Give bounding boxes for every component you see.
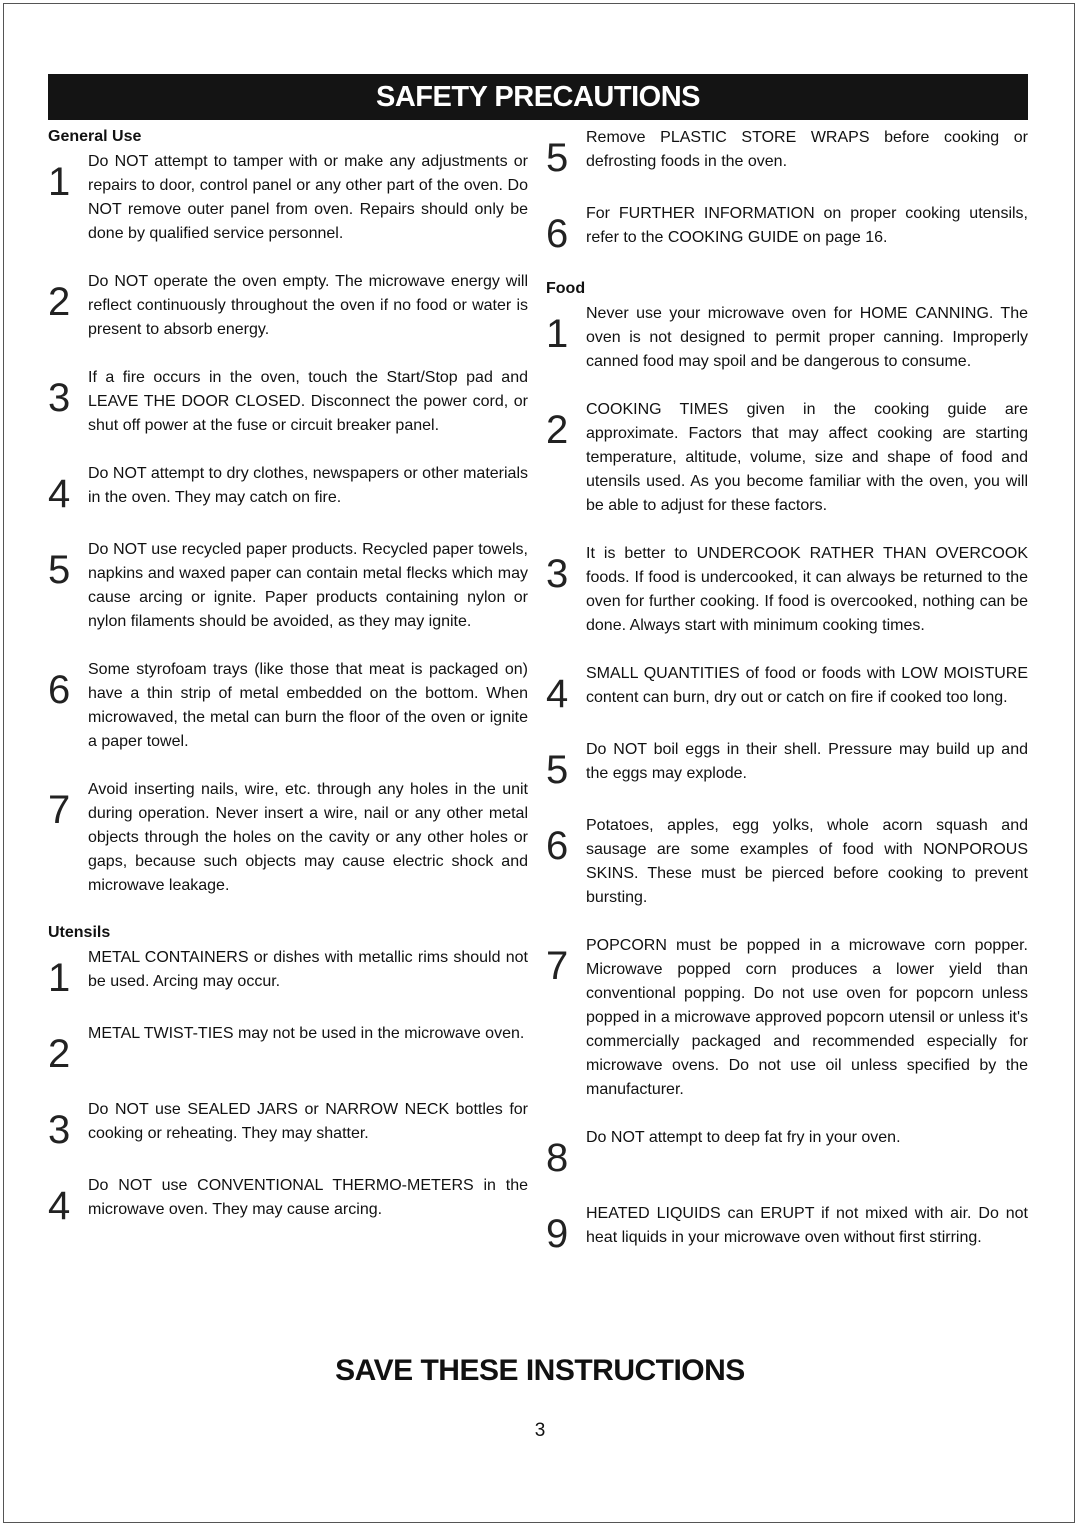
item-number: 9 [546,1212,569,1256]
utensils-item-6 [546,202,1028,254]
utensils-item-2 [48,1022,528,1074]
item-text: Some styrofoam trays (like those that meat is packaged on) have a thin strip of metal embedded on the bottom. When microwaved, the metal can burn the floor of the oven or ignite a paper towel. [88,661,528,750]
general-use-item-4 [48,462,528,514]
item-number: 4 [48,1184,71,1228]
general-use-item-1 [48,150,528,246]
item-text: Do NOT use CONVENTIONAL THERMO-METERS in the microwave oven. They may cause arcing. [88,1177,528,1218]
item-text: For FURTHER INFORMATION on proper cooking utensils, refer to the COOKING GUIDE on page 16. [586,205,1028,246]
food-item-4 [546,662,1028,714]
item-number: 3 [48,376,71,420]
item-text: Remove PLASTIC STORE WRAPS before cooking or defrosting foods in the oven. [586,129,1028,170]
item-number: 6 [546,824,569,868]
item-text: Do NOT operate the oven empty. The microwave energy will reflect continuously throughout the oven if no food or water is present to absorb energy. [88,273,528,338]
item-number: 5 [546,748,569,792]
item-text: Do NOT attempt to dry clothes, newspapers or other materials in the oven. They may catch on fire. [88,465,528,506]
food-item-3 [546,542,1028,638]
left-column [48,126,528,1226]
item-number: 3 [48,1108,71,1152]
item-text: Avoid inserting nails, wire, etc. through any holes in the unit during operation. Never insert a wire, nail or any other metal objects through the holes on the cavity or any other holes or gaps, because such objects may cause electric shock and microwave leakage. [88,781,528,894]
item-text: If a fire occurs in the oven, touch the Start/Stop pad and LEAVE THE DOOR CLOSED. Disconnect the power cord, or shut off power at the fuse or circuit breaker panel. [88,369,528,434]
food-item-8 [546,1126,1028,1178]
item-text: COOKING TIMES given in the cooking guide are approximate. Factors that may affect cooking are starting temperature, altitude, volume, size and shape of food and utensils used. As you become familiar with the oven, you will be able to adjust for these factors. [586,401,1028,514]
right-column [546,126,1028,1254]
item-text: Do NOT boil eggs in their shell. Pressure may build up and the eggs may explode. [586,741,1028,782]
food-item-6 [546,814,1028,910]
item-text: Never use your microwave oven for HOME CANNING. The oven is not designed to permit proper canning. Improperly canned food may spoil and be dangerous to consume. [586,305,1028,370]
utensils-item-4 [48,1174,528,1226]
section-heading-food: Food [546,280,586,297]
item-number: 8 [546,1136,569,1180]
item-number: 2 [48,280,71,324]
food-item-9 [546,1202,1028,1254]
utensils-item-5 [546,126,1028,178]
general-use-item-6 [48,658,528,754]
section-heading-general-use: General Use [48,128,142,145]
item-number: 1 [546,312,569,356]
item-number: 1 [48,160,71,204]
item-text: POPCORN must be popped in a microwave corn popper. Microwave popped corn produces a lower yield than conventional popping. Do not use oven for popcorn unless popped in a microwave approved popcorn utensil or unless it's commercially packaged and recommended especially for microwave ovens. Do not use oil unless specified by the manufacturer. [586,937,1028,1098]
item-number: 6 [48,668,71,712]
item-number: 1 [48,956,71,1000]
item-number: 5 [48,548,71,592]
item-text: METAL CONTAINERS or dishes with metallic rims should not be used. Arcing may occur. [88,949,528,990]
item-number: 6 [546,212,569,256]
item-text: Do NOT attempt to tamper with or make any adjustments or repairs to door, control panel or any other part of the oven. Do NOT remove outer panel from oven. Repairs should only be done by qualified service personnel. [88,153,528,242]
general-use-item-3 [48,366,528,438]
item-text: SMALL QUANTITIES of food or foods with LOW MOISTURE content can burn, dry out or catch on fire if cooked too long. [586,665,1028,706]
utensils-item-1 [48,946,528,998]
item-text: Do NOT use SEALED JARS or NARROW NECK bottles for cooking or reheating. They may shatter. [88,1101,528,1142]
general-use-item-5 [48,538,528,634]
food-item-1 [546,302,1028,374]
food-item-5 [546,738,1028,790]
food-item-7 [546,934,1028,1102]
general-use-item-2 [48,270,528,342]
item-number: 4 [48,472,71,516]
item-number: 7 [546,944,569,988]
save-instructions-heading: SAVE THESE INSTRUCTIONS [335,1354,745,1387]
item-text: Potatoes, apples, egg yolks, whole acorn squash and sausage are some examples of food with NONPOROUS SKINS. These must be pierced before cooking to prevent bursting. [586,817,1028,906]
page-number: 3 [534,1420,546,1441]
food-item-2 [546,398,1028,518]
item-text: Do NOT attempt to deep fat fry in your oven. [586,1129,901,1146]
general-use-item-7 [48,778,528,898]
item-number: 3 [546,552,569,596]
item-text: HEATED LIQUIDS can ERUPT if not mixed with air. Do not heat liquids in your microwave oven without first stirring. [586,1205,1028,1246]
section-heading-utensils: Utensils [48,924,111,941]
item-number: 7 [48,788,71,832]
item-number: 2 [546,408,569,452]
utensils-item-3 [48,1098,528,1150]
item-number: 4 [546,672,569,716]
item-text: It is better to UNDERCOOK RATHER THAN OVERCOOK foods. If food is undercooked, it can always be returned to the oven for further cooking. If food is overcooked, nothing can be done. Always start with minimum cooking times. [586,545,1028,634]
item-number: 5 [546,136,569,180]
item-number: 2 [48,1032,71,1076]
item-text: Do NOT use recycled paper products. Recycled paper towels, napkins and waxed paper can contain metal flecks which may cause arcing or ignite. Paper products containing nylon or nylon filaments should be avoided, as they may ignite. [88,541,528,630]
page-title: SAFETY PRECAUTIONS [48,74,1028,120]
item-text: METAL TWIST-TIES may not be used in the microwave oven. [88,1025,525,1042]
